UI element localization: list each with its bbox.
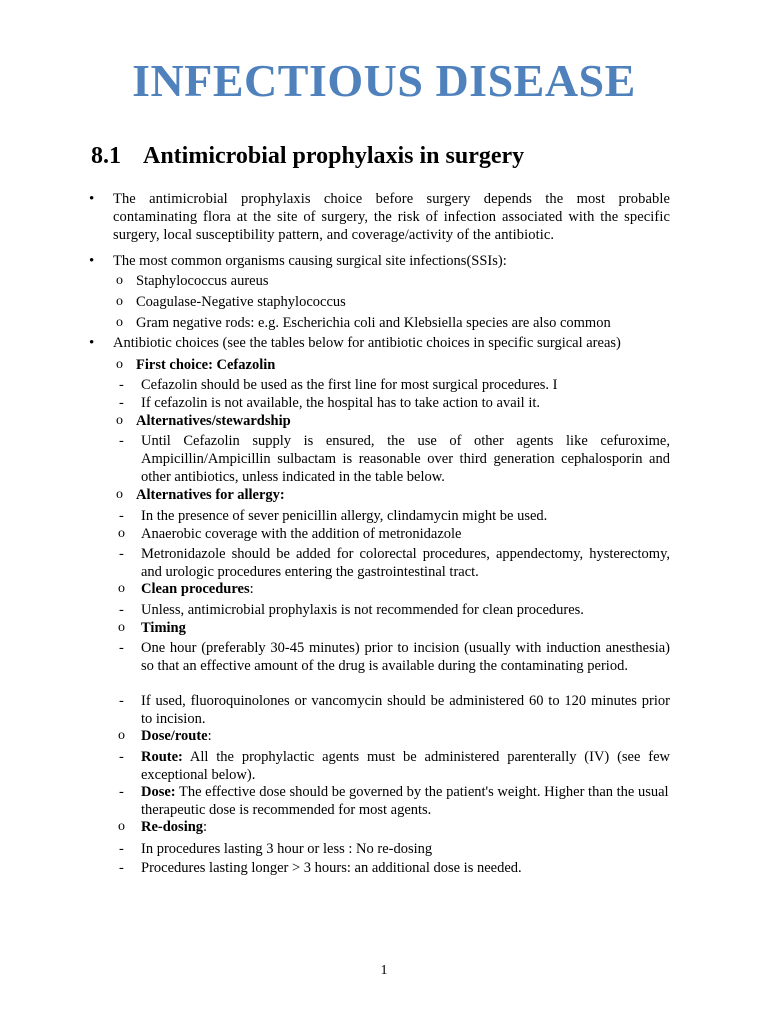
paragraph-text: The most common organisms causing surgical site infections(SSIs): bbox=[113, 253, 507, 269]
dash-marker: - bbox=[119, 784, 124, 800]
circle-marker: o bbox=[116, 357, 123, 372]
heading-colon: : bbox=[203, 819, 208, 835]
dose-label: Dose: bbox=[141, 784, 176, 800]
dash-marker: - bbox=[119, 602, 124, 618]
page-number: 1 bbox=[380, 963, 388, 978]
paragraph-text: Antibiotic choices (see the tables below for antibiotic choices in specific surgical areas) bbox=[113, 335, 621, 351]
sub-heading-line bbox=[141, 818, 670, 836]
dose-text: The effective dose should be governed by the patient's weight. Higher than the usual therapeutic dose is recommended for most agents. bbox=[141, 784, 669, 818]
sub-heading: Clean procedures bbox=[141, 581, 250, 597]
circle-marker: o bbox=[118, 819, 125, 834]
sub-heading: Dose/route bbox=[141, 728, 208, 744]
circle-marker: o bbox=[116, 413, 123, 428]
document-title: INFECTIOUS DISEASE bbox=[132, 55, 636, 106]
dash-marker: - bbox=[119, 546, 124, 562]
circle-marker: o bbox=[118, 620, 125, 635]
paragraph-text: The antimicrobial prophylaxis choice before surgery depends the most probable contaminating flora at the site of surgery, the risk of infection associated with the specific surgery, local susceptibility pattern, and coverage/activity of the antibiotic. bbox=[113, 191, 670, 243]
dash-item-text: If used, fluoroquinolones or vancomycin should be administered 60 to 120 minutes prior to incision. bbox=[141, 693, 670, 727]
dash-marker: - bbox=[119, 508, 124, 524]
heading-colon: : bbox=[207, 728, 212, 744]
bullet-marker: • bbox=[89, 191, 95, 207]
bullet-marker: • bbox=[89, 253, 95, 269]
dash-marker: - bbox=[119, 433, 124, 449]
sub-heading: Timing bbox=[141, 620, 186, 636]
circle-marker: o bbox=[116, 315, 123, 330]
circle-marker: o bbox=[118, 581, 125, 596]
sub-heading-line bbox=[141, 727, 670, 745]
dash-item-text: Unless, antimicrobial prophylaxis is not recommended for clean procedures. bbox=[141, 602, 584, 618]
circle-marker: o bbox=[118, 728, 125, 743]
sub-item-text: Coagulase-Negative staphylococcus bbox=[136, 294, 346, 310]
dash-marker: - bbox=[119, 841, 124, 857]
sub-heading: Re-dosing bbox=[141, 819, 204, 835]
sub-item-text: Gram negative rods: e.g. Escherichia coli and Klebsiella species are also common bbox=[136, 315, 611, 331]
dash-marker: - bbox=[119, 395, 124, 411]
circle-marker: o bbox=[116, 487, 123, 502]
route-text: All the prophylactic agents must be administered parenterally (IV) (see few exceptional below). bbox=[141, 749, 670, 783]
dash-marker: - bbox=[119, 693, 124, 709]
bullet-marker: • bbox=[89, 335, 95, 351]
dash-item-text bbox=[141, 748, 670, 784]
dash-item-text: Metronidazole should be added for colorectal procedures, appendectomy, hysterectomy, and urologic procedures entering the gastrointestinal tract. bbox=[141, 546, 670, 580]
section-title: Antimicrobial prophylaxis in surgery bbox=[143, 143, 525, 169]
circle-marker: o bbox=[118, 526, 125, 541]
dash-item-text: Procedures lasting longer > 3 hours: an additional dose is needed. bbox=[141, 860, 522, 876]
dash-item-text: In procedures lasting 3 hour or less : No re-dosing bbox=[141, 841, 433, 857]
circle-marker: o bbox=[116, 273, 123, 288]
dash-item-text: Until Cefazolin supply is ensured, the use of other agents like cefuroxime, Ampicillin/Ampicillin sulbactam is reasonable over third generation cephalosporin and other antibiotics, unless indicated in the table below. bbox=[141, 433, 670, 485]
section-number: 8.1 bbox=[91, 143, 121, 169]
dash-marker: - bbox=[119, 749, 124, 765]
sub-heading: First choice: Cefazolin bbox=[136, 357, 276, 373]
dash-item-text: One hour (preferably 30-45 minutes) prior to incision (usually with induction anesthesia) so that an effective amount of the drug is available during the contaminating period. bbox=[141, 640, 670, 674]
dash-marker: - bbox=[119, 377, 124, 393]
heading-colon: : bbox=[249, 581, 254, 597]
dash-item-text bbox=[141, 783, 670, 819]
circle-marker: o bbox=[116, 294, 123, 309]
sub-heading: Alternatives/stewardship bbox=[136, 413, 291, 429]
sub-heading-line bbox=[141, 580, 670, 598]
dash-item-text: Cefazolin should be used as the first line for most surgical procedures. I bbox=[141, 377, 558, 393]
dash-marker: - bbox=[119, 640, 124, 656]
dash-item-text: In the presence of sever penicillin allergy, clindamycin might be used. bbox=[141, 508, 548, 524]
route-label: Route: bbox=[141, 749, 183, 765]
sub-item-text: Staphylococcus aureus bbox=[136, 273, 269, 289]
dash-marker: - bbox=[119, 860, 124, 876]
section-heading bbox=[91, 143, 524, 170]
dash-item-text: If cefazolin is not available, the hospital has to take action to avail it. bbox=[141, 395, 541, 411]
sub-item-text: Anaerobic coverage with the addition of metronidazole bbox=[141, 526, 462, 542]
sub-heading: Alternatives for allergy: bbox=[136, 487, 285, 503]
